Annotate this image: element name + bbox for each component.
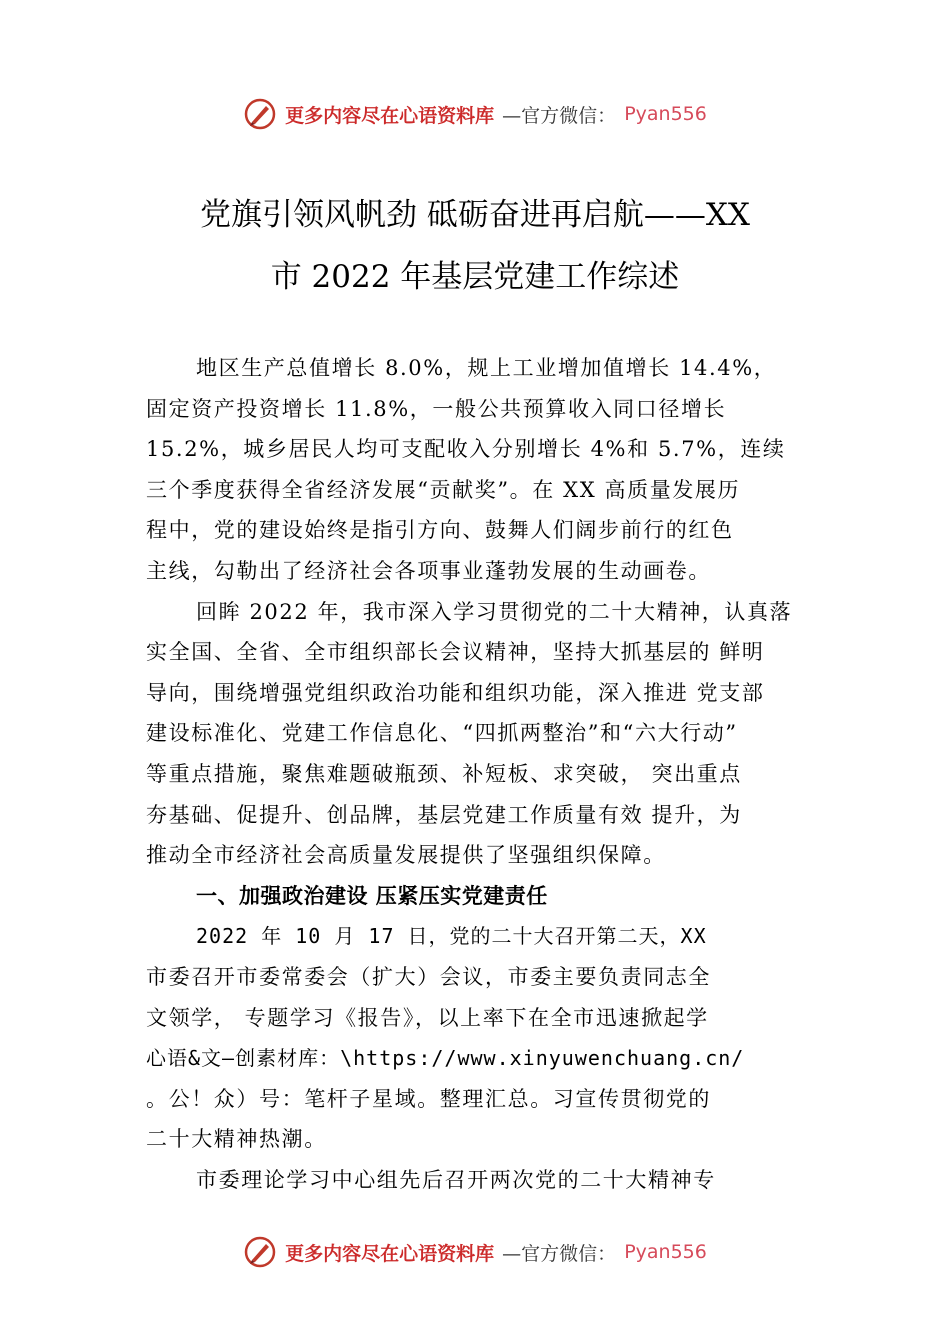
pen-logo-icon (243, 97, 277, 131)
watermark-wechat-label: —官方微信： (502, 1242, 617, 1265)
paragraph-1 (146, 348, 836, 592)
watermark-banner-top (0, 94, 950, 134)
paragraph-3 (146, 916, 836, 1160)
watermark-wechat-id: Pyan556 (624, 103, 707, 125)
paragraph-4 (146, 1160, 836, 1201)
text-line: 程中，党的建设始终是指引方向、鼓舞人们阔步前行的红色 (146, 518, 734, 543)
text-line: 导向，围绕增强党组织政治功能和组织功能，深入推进 党支部 (146, 680, 765, 705)
watermark-site-name: 更多内容尽在心语资料库 (285, 104, 495, 127)
text-line: 主线，勾勒出了经济社会各项事业蓬勃发展的生动画卷。 (146, 558, 711, 583)
text-line: 心语&文—创素材库：\https://www.xinyuwenchuang.cn/ (146, 1046, 745, 1071)
title-line-1: 党旗引领风帆劲 砥砺奋进再启航——XX (200, 197, 750, 233)
text-line: 等重点措施，聚焦难题破瓶颈、补短板、求突破， 突出重点 (146, 761, 742, 786)
text-line: 文领学， 专题学习《报告》，以上率下在全市迅速掀起学 (146, 1005, 709, 1030)
text-line: 市委召开市委常委会（扩大）会议，市委主要负责同志全 (146, 964, 711, 989)
section-heading-1: 一、加强政治建设 压紧压实党建责任 (196, 883, 548, 908)
pen-logo-icon (243, 1235, 277, 1269)
document-body (146, 348, 836, 1200)
text-line: 。公！众）号：笔杆子星域。整理汇总。习宣传贯彻党的 (146, 1086, 711, 1111)
text-line: 15.2%，城乡居民人均可支配收入分别增长 4%和 5.7%，连续 (146, 437, 786, 462)
text-line: 实全国、全省、全市组织部长会议精神，坚持大抓基层的 鲜明 (146, 640, 765, 665)
text-line: 2022 年 10 月 17 日，党的二十大召开第二天，XX (196, 924, 707, 949)
text-line: 回眸 2022 年，我市深入学习贯彻党的二十大精神，认真落 (196, 599, 793, 624)
watermark-site-name: 更多内容尽在心语资料库 (285, 1242, 495, 1265)
title-line-2: 市 2022 年基层党建工作综述 (270, 259, 680, 295)
watermark-wechat-id: Pyan556 (624, 1241, 707, 1263)
text-line: 推动全市经济社会高质量发展提供了坚强组织保障。 (146, 843, 666, 868)
document-title (120, 184, 830, 308)
paragraph-2 (146, 592, 836, 876)
watermark-banner-bottom (0, 1232, 950, 1272)
text-line: 二十大精神热潮。 (146, 1127, 327, 1152)
text-line: 市委理论学习中心组先后召开两次党的二十大精神专 (196, 1167, 716, 1192)
text-line: 固定资产投资增长 11.8%，一般公共预算收入同口径增长 (146, 396, 727, 421)
text-line: 夯基础、促提升、创品牌，基层党建工作质量有效 提升，为 (146, 802, 742, 827)
text-line: 建设标准化、党建工作信息化、“四抓两整治”和“六大行动” (146, 721, 738, 746)
text-line: 地区生产总值增长 8.0%，规上工业增加值增长 14.4%， (196, 356, 777, 380)
text-line: 三个季度获得全省经济发展“贡献奖”。在 XX 高质量发展历 (146, 477, 741, 502)
watermark-wechat-label: —官方微信： (502, 104, 617, 127)
